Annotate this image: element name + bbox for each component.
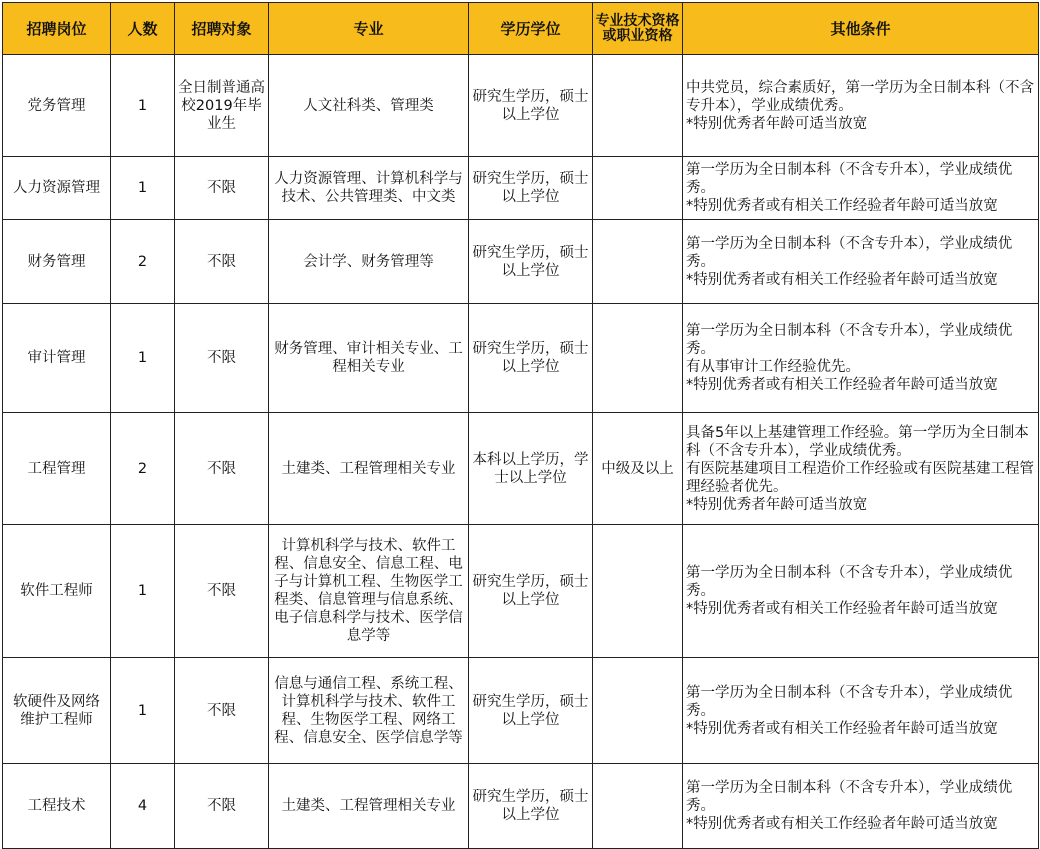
cell-position: 工程技术 <box>3 764 111 849</box>
cell-qualification <box>593 157 683 220</box>
cell-target: 不限 <box>175 157 269 220</box>
cell-count: 1 <box>111 525 175 658</box>
cell-conditions <box>683 55 1039 157</box>
condition-line: 第一学历为全日制本科（不含专升本），学业成绩优秀。 <box>686 162 1013 196</box>
cell-target: 不限 <box>175 525 269 658</box>
cell-position: 软件工程师 <box>3 525 111 658</box>
condition-line: 有从事审计工作经验优先。 <box>686 359 860 375</box>
cell-position: 财务管理 <box>3 220 111 304</box>
cell-conditions <box>683 658 1039 764</box>
header-position: 招聘岗位 <box>3 3 111 55</box>
condition-line: 第一学历为全日制本科（不含专升本），学业成绩优秀。 <box>686 323 1013 357</box>
cell-education: 研究生学历，硕士以上学位 <box>469 658 593 764</box>
table-header <box>3 3 1039 55</box>
condition-line: *特别优秀者或有相关工作经验者年龄可适当放宽 <box>686 271 998 288</box>
cell-major: 土建类、工程管理相关专业 <box>269 413 469 525</box>
condition-line: 第一学历为全日制本科（不含专升本），学业成绩优秀。 <box>686 684 1013 719</box>
cell-major: 信息与通信工程、系统工程、计算机科学与技术、软件工程、生物医学工程、网络工程、信息安全、医学信息学等 <box>269 658 469 764</box>
cell-education: 研究生学历，硕士以上学位 <box>469 304 593 413</box>
condition-line: *特别优秀者或有相关工作经验者年龄可适当放宽 <box>686 601 998 617</box>
cell-major: 会计学、财务管理等 <box>269 220 469 304</box>
header-major: 专业 <box>269 3 469 55</box>
table-body <box>3 55 1039 849</box>
cell-conditions <box>683 764 1039 849</box>
cell-qualification <box>593 764 683 849</box>
cell-education: 本科以上学历，学士以上学位 <box>469 413 593 525</box>
condition-line: 第一学历为全日制本科（不含专升本），学业成绩优秀。 <box>686 780 1013 814</box>
table-row <box>3 157 1039 220</box>
cell-count: 1 <box>111 658 175 764</box>
header-target: 招聘对象 <box>175 3 269 55</box>
condition-line: *特别优秀者或有相关工作经验者年龄可适当放宽 <box>686 816 998 832</box>
cell-target: 不限 <box>175 220 269 304</box>
header-count: 人数 <box>111 3 175 55</box>
cell-education: 研究生学历，硕士以上学位 <box>469 220 593 304</box>
condition-line: 具备5年以上基建管理工作经验。第一学历为全日制本科（不含专升本），学业成绩优秀。 <box>686 424 1029 459</box>
cell-conditions <box>683 304 1039 413</box>
condition-line: 有医院基建项目工程造价工作经验或有医院基建工程管理经验者优先。 <box>686 460 1034 495</box>
condition-line: *特别优秀者或有相关工作经验者年龄可适当放宽 <box>686 377 998 393</box>
cell-count: 1 <box>111 304 175 413</box>
cell-position: 工程管理 <box>3 413 111 525</box>
cell-qualification <box>593 220 683 304</box>
table-row <box>3 764 1039 849</box>
cell-major: 财务管理、审计相关专业、工程相关专业 <box>269 304 469 413</box>
table-row <box>3 658 1039 764</box>
cell-conditions <box>683 413 1039 525</box>
cell-count: 1 <box>111 55 175 157</box>
cell-position: 软硬件及网络维护工程师 <box>3 658 111 764</box>
table-row <box>3 304 1039 413</box>
condition-line: *特别优秀者年龄可适当放宽 <box>686 496 868 513</box>
cell-count: 1 <box>111 157 175 220</box>
cell-position: 人力资源管理 <box>3 157 111 220</box>
cell-major: 人力资源管理、计算机科学与技术、公共管理类、中文类 <box>269 157 469 220</box>
cell-education: 研究生学历，硕士以上学位 <box>469 525 593 658</box>
cell-position: 审计管理 <box>3 304 111 413</box>
header-qualification: 专业技术资格或职业资格 <box>593 3 683 55</box>
table-row <box>3 413 1039 525</box>
cell-target: 不限 <box>175 764 269 849</box>
condition-line: *特别优秀者或有相关工作经验者年龄可适当放宽 <box>686 720 998 737</box>
table-row <box>3 55 1039 157</box>
cell-target: 不限 <box>175 658 269 764</box>
condition-line: 第一学历为全日制本科（不含专升本），学业成绩优秀。 <box>686 235 1013 270</box>
table-row <box>3 525 1039 658</box>
cell-count: 2 <box>111 220 175 304</box>
cell-major: 土建类、工程管理相关专业 <box>269 764 469 849</box>
cell-education: 研究生学历，硕士以上学位 <box>469 764 593 849</box>
cell-target: 不限 <box>175 413 269 525</box>
condition-line: *特别优秀者年龄可适当放宽 <box>686 115 868 132</box>
cell-education: 研究生学历，硕士以上学位 <box>469 157 593 220</box>
cell-target: 不限 <box>175 304 269 413</box>
condition-line: 中共党员，综合素质好，第一学历为全日制本科（不含专升本），学业成绩优秀。 <box>686 79 1034 114</box>
cell-position: 党务管理 <box>3 55 111 157</box>
table-row <box>3 220 1039 304</box>
condition-line: 第一学历为全日制本科（不含专升本），学业成绩优秀。 <box>686 565 1013 599</box>
header-conditions: 其他条件 <box>683 3 1039 55</box>
recruitment-table <box>2 2 1039 849</box>
condition-line: *特别优秀者或有相关工作经验者年龄可适当放宽 <box>686 198 998 214</box>
header-education: 学历学位 <box>469 3 593 55</box>
header-row <box>3 3 1039 55</box>
cell-conditions <box>683 157 1039 220</box>
cell-conditions <box>683 525 1039 658</box>
cell-count: 2 <box>111 413 175 525</box>
cell-education: 研究生学历，硕士以上学位 <box>469 55 593 157</box>
cell-qualification <box>593 658 683 764</box>
cell-major: 计算机科学与技术、软件工程、信息安全、信息工程、电子与计算机工程、生物医学工程类、信息管理与信息系统、电子信息科学与技术、医学信息学等 <box>269 525 469 658</box>
cell-major: 人文社科类、管理类 <box>269 55 469 157</box>
cell-qualification <box>593 55 683 157</box>
cell-qualification <box>593 525 683 658</box>
cell-count: 4 <box>111 764 175 849</box>
cell-conditions <box>683 220 1039 304</box>
cell-target: 全日制普通高校2019年毕业生 <box>175 55 269 157</box>
cell-qualification: 中级及以上 <box>593 413 683 525</box>
cell-qualification <box>593 304 683 413</box>
